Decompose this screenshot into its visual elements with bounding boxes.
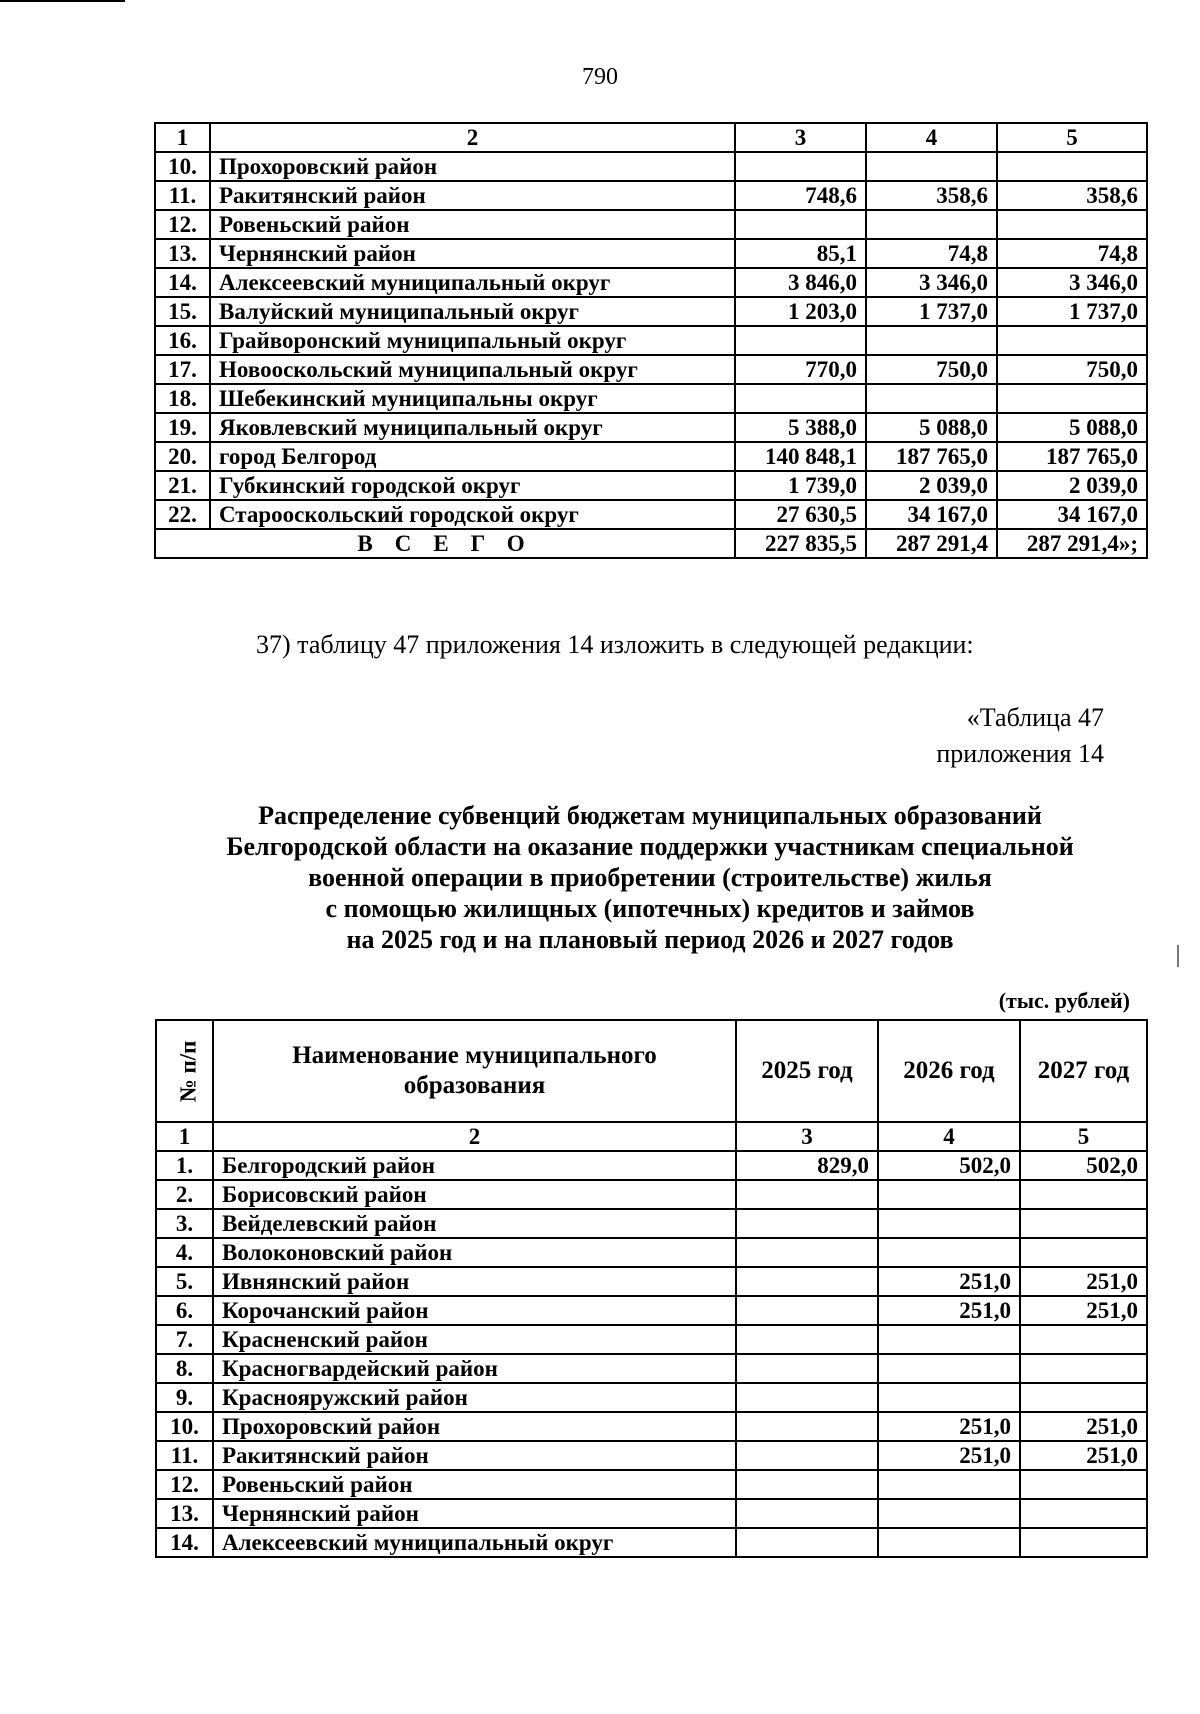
- row-name: Старооскольский городской округ: [210, 500, 735, 529]
- row-value-5: [1020, 1499, 1147, 1528]
- row-value-3: [735, 210, 866, 239]
- row-value-3: [736, 1325, 878, 1354]
- title-line: Белгородской области на оказание поддержки участникам специальной: [226, 832, 1074, 861]
- row-value-4: 5 088,0: [866, 413, 997, 442]
- col-num-header-text: № п/п: [175, 1040, 201, 1102]
- row-name: Борисовский район: [213, 1180, 736, 1209]
- row-name: Вейделевский район: [213, 1209, 736, 1238]
- top-rule: [0, 0, 125, 2]
- table2-header-row: [156, 1020, 1147, 1122]
- row-number: 12.: [155, 210, 210, 239]
- row-name: Ракитянский район: [210, 181, 735, 210]
- row-value-4: [878, 1238, 1020, 1267]
- col-3-header: 3: [735, 123, 866, 152]
- row-number: 21.: [155, 471, 210, 500]
- row-value-5: 358,6: [997, 181, 1147, 210]
- row-number: 15.: [155, 297, 210, 326]
- table-row: [156, 1209, 1147, 1238]
- table-row: [156, 1441, 1147, 1470]
- row-number: 12.: [156, 1470, 213, 1499]
- table-row: [156, 1267, 1147, 1296]
- row-value-4: 251,0: [878, 1267, 1020, 1296]
- row-number: 14.: [155, 268, 210, 297]
- col-4-header: 4: [866, 123, 997, 152]
- row-name: Яковлевский муниципальный округ: [210, 413, 735, 442]
- row-name: город Белгород: [210, 442, 735, 471]
- row-name: Валуйский муниципальный округ: [210, 297, 735, 326]
- row-value-3: [736, 1267, 878, 1296]
- row-value-4: [878, 1180, 1020, 1209]
- table-row: [156, 1354, 1147, 1383]
- row-value-5: [997, 326, 1147, 355]
- title-line: на 2025 год и на плановый период 2026 и 2027 годов: [346, 925, 954, 954]
- row-value-3: 1 739,0: [735, 471, 866, 500]
- units-label: (тыс. рублей): [998, 988, 1130, 1013]
- scan-mark: [1177, 945, 1179, 967]
- row-value-5: 502,0: [1020, 1151, 1147, 1180]
- row-value-3: 3 846,0: [735, 268, 866, 297]
- table-row: [155, 268, 1147, 297]
- row-value-4: 750,0: [866, 355, 997, 384]
- row-value-3: 770,0: [735, 355, 866, 384]
- row-name: Новооскольский муниципальный округ: [210, 355, 735, 384]
- row-name: Грайворонский муниципальный округ: [210, 326, 735, 355]
- row-value-3: 140 848,1: [735, 442, 866, 471]
- row-value-5: [997, 210, 1147, 239]
- row-number: 6.: [156, 1296, 213, 1325]
- row-name: Чернянский район: [213, 1499, 736, 1528]
- row-value-3: [736, 1209, 878, 1238]
- row-name: Шебекинский муниципальны округ: [210, 384, 735, 413]
- row-value-4: [866, 152, 997, 181]
- row-number: 18.: [155, 384, 210, 413]
- row-value-5: [997, 384, 1147, 413]
- colnum-5: 5: [1020, 1122, 1147, 1151]
- row-number: 13.: [156, 1499, 213, 1528]
- row-value-3: [736, 1296, 878, 1325]
- row-number: 9.: [156, 1383, 213, 1412]
- total-value-3: 227 835,5: [735, 529, 866, 558]
- colnum-4: 4: [878, 1122, 1020, 1151]
- row-value-5: [1020, 1180, 1147, 1209]
- table-row: [155, 297, 1147, 326]
- col-2027-header: 2027 год: [1020, 1020, 1147, 1122]
- row-value-5: [1020, 1238, 1147, 1267]
- total-value-5: 287 291,4»;: [997, 529, 1147, 558]
- title-line: Распределение субвенций бюджетам муниципальных образований: [258, 801, 1042, 830]
- table-row: [156, 1325, 1147, 1354]
- row-value-3: 1 203,0: [735, 297, 866, 326]
- table-row: [156, 1470, 1147, 1499]
- row-number: 7.: [156, 1325, 213, 1354]
- row-value-4: [878, 1325, 1020, 1354]
- row-value-3: [736, 1238, 878, 1267]
- row-name: Краснояружский район: [213, 1383, 736, 1412]
- row-number: 16.: [155, 326, 210, 355]
- row-value-5: 1 737,0: [997, 297, 1147, 326]
- table-row: [155, 181, 1147, 210]
- table-row: [156, 1412, 1147, 1441]
- table-row: [155, 413, 1147, 442]
- col-name-header: Наименование муниципального образования: [213, 1020, 736, 1122]
- row-value-3: 5 388,0: [735, 413, 866, 442]
- colnum-3: 3: [736, 1122, 878, 1151]
- row-value-3: 27 630,5: [735, 500, 866, 529]
- row-value-5: 74,8: [997, 239, 1147, 268]
- row-number: 1.: [156, 1151, 213, 1180]
- row-number: 5.: [156, 1267, 213, 1296]
- table-row: [155, 500, 1147, 529]
- col-num-header: 1: [155, 123, 210, 152]
- row-number: 19.: [155, 413, 210, 442]
- row-value-4: [878, 1528, 1020, 1557]
- row-name: Красненский район: [213, 1325, 736, 1354]
- row-value-4: [866, 326, 997, 355]
- col-2026-header: 2026 год: [878, 1020, 1020, 1122]
- row-value-3: [736, 1383, 878, 1412]
- row-value-5: 187 765,0: [997, 442, 1147, 471]
- table-row: [156, 1499, 1147, 1528]
- row-number: 17.: [155, 355, 210, 384]
- row-name: Прохоровский район: [213, 1412, 736, 1441]
- row-number: 13.: [155, 239, 210, 268]
- row-name: Чернянский район: [210, 239, 735, 268]
- row-value-4: 1 737,0: [866, 297, 997, 326]
- row-name: Ракитянский район: [213, 1441, 736, 1470]
- title-line: с помощью жилищных (ипотечных) кредитов и займов: [325, 894, 975, 923]
- row-value-4: 358,6: [866, 181, 997, 210]
- row-value-4: 251,0: [878, 1412, 1020, 1441]
- row-value-5: 750,0: [997, 355, 1147, 384]
- row-number: 10.: [155, 152, 210, 181]
- row-name: Корочанский район: [213, 1296, 736, 1325]
- row-value-3: 829,0: [736, 1151, 878, 1180]
- row-number: 8.: [156, 1354, 213, 1383]
- row-value-4: [878, 1470, 1020, 1499]
- row-number: 2.: [156, 1180, 213, 1209]
- row-value-5: [1020, 1354, 1147, 1383]
- total-label: ВСЕГО: [155, 529, 735, 558]
- row-value-3: [736, 1441, 878, 1470]
- table-row: [156, 1383, 1147, 1412]
- row-name: Губкинский городской округ: [210, 471, 735, 500]
- row-name: Белгородский район: [213, 1151, 736, 1180]
- row-value-3: [735, 152, 866, 181]
- row-value-3: 85,1: [735, 239, 866, 268]
- row-number: 20.: [155, 442, 210, 471]
- row-value-4: [866, 384, 997, 413]
- row-value-4: 3 346,0: [866, 268, 997, 297]
- table-row: [155, 442, 1147, 471]
- row-value-4: 251,0: [878, 1441, 1020, 1470]
- row-value-4: 502,0: [878, 1151, 1020, 1180]
- table-row: [156, 1528, 1147, 1557]
- row-number: 3.: [156, 1209, 213, 1238]
- table-47: [155, 1019, 1148, 1558]
- row-name: Ивнянский район: [213, 1267, 736, 1296]
- row-value-5: [997, 152, 1147, 181]
- table-row: [155, 471, 1147, 500]
- table-row: [155, 355, 1147, 384]
- amendment-item-37: 37) таблицу 47 приложения 14 изложить в следующей редакции:: [256, 630, 974, 659]
- row-name: Алексеевский муниципальный округ: [210, 268, 735, 297]
- row-value-5: [1020, 1383, 1147, 1412]
- colnum-2: 2: [213, 1122, 736, 1151]
- table-row: [156, 1180, 1147, 1209]
- row-value-4: 2 039,0: [866, 471, 997, 500]
- row-value-5: [1020, 1209, 1147, 1238]
- row-name: Прохоровский район: [210, 152, 735, 181]
- row-name: Ровеньский район: [213, 1470, 736, 1499]
- row-value-5: 2 039,0: [997, 471, 1147, 500]
- row-value-5: 251,0: [1020, 1412, 1147, 1441]
- row-value-4: [878, 1499, 1020, 1528]
- table-row: [155, 239, 1147, 268]
- table-reference: [936, 700, 1104, 772]
- row-value-3: [736, 1499, 878, 1528]
- row-value-5: 251,0: [1020, 1441, 1147, 1470]
- col-5-header: 5: [997, 123, 1147, 152]
- row-name: Алексеевский муниципальный округ: [213, 1528, 736, 1557]
- row-number: 11.: [155, 181, 210, 210]
- row-value-3: [736, 1354, 878, 1383]
- row-value-3: [736, 1412, 878, 1441]
- col-2025-header: 2025 год: [736, 1020, 878, 1122]
- row-number: 11.: [156, 1441, 213, 1470]
- row-value-4: [866, 210, 997, 239]
- colnum-1: 1: [156, 1122, 213, 1151]
- row-number: 4.: [156, 1238, 213, 1267]
- table2-colnum-row: [156, 1122, 1147, 1151]
- row-value-5: [1020, 1325, 1147, 1354]
- row-value-5: 3 346,0: [997, 268, 1147, 297]
- row-name: Ровеньский район: [210, 210, 735, 239]
- document-title: [150, 800, 1150, 955]
- row-value-4: 187 765,0: [866, 442, 997, 471]
- col-name-header: 2: [210, 123, 735, 152]
- row-value-5: 5 088,0: [997, 413, 1147, 442]
- table-reference-line2: приложения 14: [936, 739, 1104, 768]
- page-number: 790: [582, 64, 618, 90]
- table-continuation: [154, 122, 1148, 559]
- row-number: 22.: [155, 500, 210, 529]
- row-value-5: 251,0: [1020, 1267, 1147, 1296]
- table-row: [155, 210, 1147, 239]
- table-row: [155, 326, 1147, 355]
- row-value-4: 251,0: [878, 1296, 1020, 1325]
- table1-header-row: [155, 123, 1147, 152]
- row-value-4: [878, 1209, 1020, 1238]
- row-value-5: [1020, 1528, 1147, 1557]
- table-row: [156, 1238, 1147, 1267]
- row-value-5: 34 167,0: [997, 500, 1147, 529]
- row-value-3: [736, 1470, 878, 1499]
- table-reference-line1: «Таблица 47: [966, 703, 1104, 732]
- row-value-3: [735, 384, 866, 413]
- table-row: [156, 1296, 1147, 1325]
- title-line: военной операции в приобретении (строительстве) жилья: [308, 863, 992, 892]
- row-value-5: 251,0: [1020, 1296, 1147, 1325]
- row-value-3: [735, 326, 866, 355]
- col-num-header: [156, 1020, 213, 1122]
- row-value-3: [736, 1180, 878, 1209]
- total-row: [155, 529, 1147, 558]
- table-row: [155, 152, 1147, 181]
- row-value-3: 748,6: [735, 181, 866, 210]
- row-number: 14.: [156, 1528, 213, 1557]
- row-name: Красногвардейский район: [213, 1354, 736, 1383]
- row-value-3: [736, 1528, 878, 1557]
- row-value-4: [878, 1354, 1020, 1383]
- row-value-5: [1020, 1470, 1147, 1499]
- row-number: 10.: [156, 1412, 213, 1441]
- row-value-4: 34 167,0: [866, 500, 997, 529]
- total-value-4: 287 291,4: [866, 529, 997, 558]
- row-name: Волоконовский район: [213, 1238, 736, 1267]
- table-row: [155, 384, 1147, 413]
- row-value-4: [878, 1383, 1020, 1412]
- row-value-4: 74,8: [866, 239, 997, 268]
- table-row: [156, 1151, 1147, 1180]
